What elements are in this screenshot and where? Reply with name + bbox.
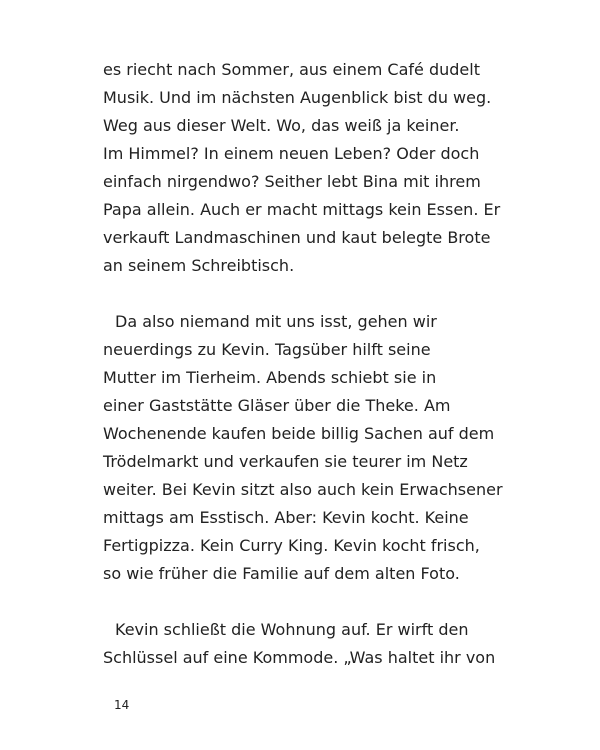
text-line: einfach nirgendwo? Seither lebt Bina mit ihrem [103, 172, 481, 191]
text-line: Papa allein. Auch er macht mittags kein Essen. Er [103, 200, 501, 219]
text-line: Weg aus dieser Welt. Wo, das weiß ja keiner. [103, 116, 460, 135]
text-line: es riecht nach Sommer, aus einem Café dudelt [103, 60, 480, 79]
paragraph-spacer [103, 280, 523, 308]
text-line: so wie früher die Familie auf dem alten Foto. [103, 564, 460, 583]
text-line: an seinem Schreibtisch. [103, 256, 295, 275]
text-line: Schlüssel auf eine Kommode. „Was haltet ihr von [103, 648, 496, 667]
text-line: Trödelmarkt und verkaufen sie teurer im Netz [103, 452, 468, 471]
paragraph-2 [103, 308, 523, 588]
paragraph-1 [103, 56, 523, 280]
text-line: mittags am Esstisch. Aber: Kevin kocht. Keine [103, 508, 469, 527]
text-line: weiter. Bei Kevin sitzt also auch kein Erwachsener [103, 480, 503, 499]
paragraph-spacer [103, 588, 523, 616]
text-line: Mutter im Tierheim. Abends schiebt sie in [103, 368, 437, 387]
text-line: Wochenende kaufen beide billig Sachen auf dem [103, 424, 495, 443]
text-line: verkauft Landmaschinen und kaut belegte Brote [103, 228, 491, 247]
text-line: Kevin schließt die Wohnung auf. Er wirft den [115, 620, 469, 639]
paragraph-3 [103, 616, 523, 672]
text-line: Fertigpizza. Kein Curry King. Kevin kocht frisch, [103, 536, 480, 555]
text-line: Im Himmel? In einem neuen Leben? Oder doch [103, 144, 480, 163]
body-text [103, 56, 523, 672]
text-line: Musik. Und im nächsten Augenblick bist du weg. [103, 88, 492, 107]
text-line: einer Gaststätte Gläser über die Theke. Am [103, 396, 451, 415]
page-number: 14 [114, 698, 130, 712]
text-line: Da also niemand mit uns isst, gehen wir [115, 312, 437, 331]
text-line: neuerdings zu Kevin. Tagsüber hilft seine [103, 340, 431, 359]
